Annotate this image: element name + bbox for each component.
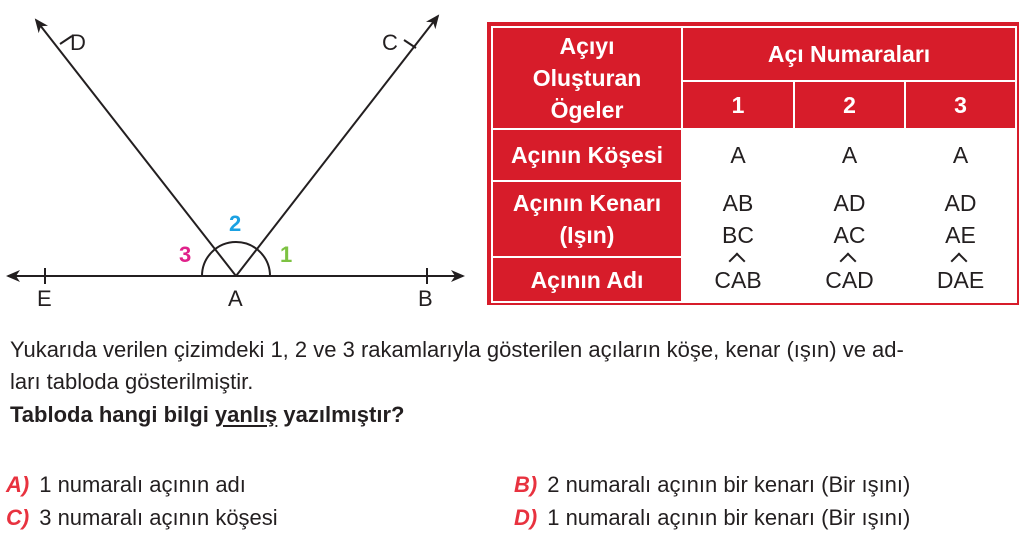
point-label-d: D (70, 30, 86, 55)
cell-name-3 (905, 257, 1016, 302)
row-label-name: Açının Adı (492, 257, 682, 302)
header-line: Açıyı (559, 33, 615, 59)
column-header-2: 2 (794, 81, 905, 129)
prompt-text: Tabloda hangi bilgi (10, 402, 215, 427)
angle-table (491, 26, 1017, 303)
row-label-sides (492, 181, 682, 257)
side-value: AB (722, 190, 754, 216)
header-angle-numbers: Açı Numaraları (682, 27, 1016, 81)
cell-vertex-3: A (905, 129, 1016, 181)
cell-name-2 (794, 257, 905, 302)
cell-vertex-2: A (794, 129, 905, 181)
option-letter: B) (514, 472, 538, 497)
question-line-1: Yukarıda verilen çizimdeki 1, 2 ve 3 rakamlarıyla gösterilen açıların köşe, kenar (ışın) ve ad- (10, 337, 904, 362)
tick-c (404, 40, 416, 48)
prompt-underlined: yanlış (214, 402, 278, 427)
question-text (10, 334, 1015, 398)
question-line-2: ları tabloda gösterilmiştir. (10, 369, 254, 394)
angle-figure (0, 0, 480, 320)
name-letter: E (968, 266, 985, 293)
ray-ac (236, 16, 438, 276)
row-label-line: Açının Kenarı (512, 190, 662, 216)
vertex-letter-hat: A (953, 264, 968, 296)
option-a[interactable] (6, 472, 246, 498)
option-letter: C) (6, 505, 30, 530)
row-label-line: (Işın) (559, 222, 615, 248)
column-header-1: 1 (682, 81, 794, 129)
header-line: Ögeler (550, 97, 624, 123)
point-label-c: C (382, 30, 398, 55)
option-text: 3 numaralı açının köşesi (39, 505, 278, 530)
question-prompt (10, 402, 404, 428)
cell-sides-2 (794, 181, 905, 257)
cell-sides-1 (682, 181, 794, 257)
name-letter: D (857, 266, 874, 293)
vertex-letter-hat: A (842, 264, 857, 296)
option-text: 2 numaralı açının bir kenarı (Bir ışını) (547, 472, 911, 497)
name-letter: B (746, 266, 762, 293)
angle-number-3: 3 (179, 242, 192, 267)
side-value: AD (944, 190, 977, 216)
name-letter: C (714, 266, 731, 293)
column-header-3: 3 (905, 81, 1016, 129)
option-d[interactable] (514, 505, 910, 531)
name-letter: C (825, 266, 842, 293)
option-b[interactable] (514, 472, 910, 498)
cell-name-1 (682, 257, 794, 302)
option-text: 1 numaralı açının adı (39, 472, 246, 497)
option-c[interactable] (6, 505, 278, 531)
side-value: AD (833, 190, 866, 216)
side-value: BC (722, 222, 754, 248)
name-letter: D (936, 266, 954, 293)
point-label-e: E (37, 286, 52, 311)
side-value: AC (833, 222, 866, 248)
cell-sides-3 (905, 181, 1016, 257)
side-value: AE (945, 222, 976, 248)
row-label-vertex: Açının Köşesi (492, 129, 682, 181)
option-letter: A) (6, 472, 30, 497)
ray-ad (36, 20, 236, 276)
vertex-letter-hat: A (731, 264, 746, 296)
cell-vertex-1: A (682, 129, 794, 181)
angle-number-2: 2 (229, 211, 242, 236)
angle-table-frame (487, 22, 1019, 305)
header-line: Oluşturan (532, 65, 642, 91)
header-angle-elements (492, 27, 682, 129)
angle-number-1: 1 (280, 242, 293, 267)
option-letter: D) (514, 505, 538, 530)
option-text: 1 numaralı açının bir kenarı (Bir ışını) (547, 505, 911, 530)
prompt-text: yazılmıştır? (277, 402, 405, 427)
point-label-b: B (418, 286, 433, 311)
point-label-a: A (228, 286, 243, 311)
